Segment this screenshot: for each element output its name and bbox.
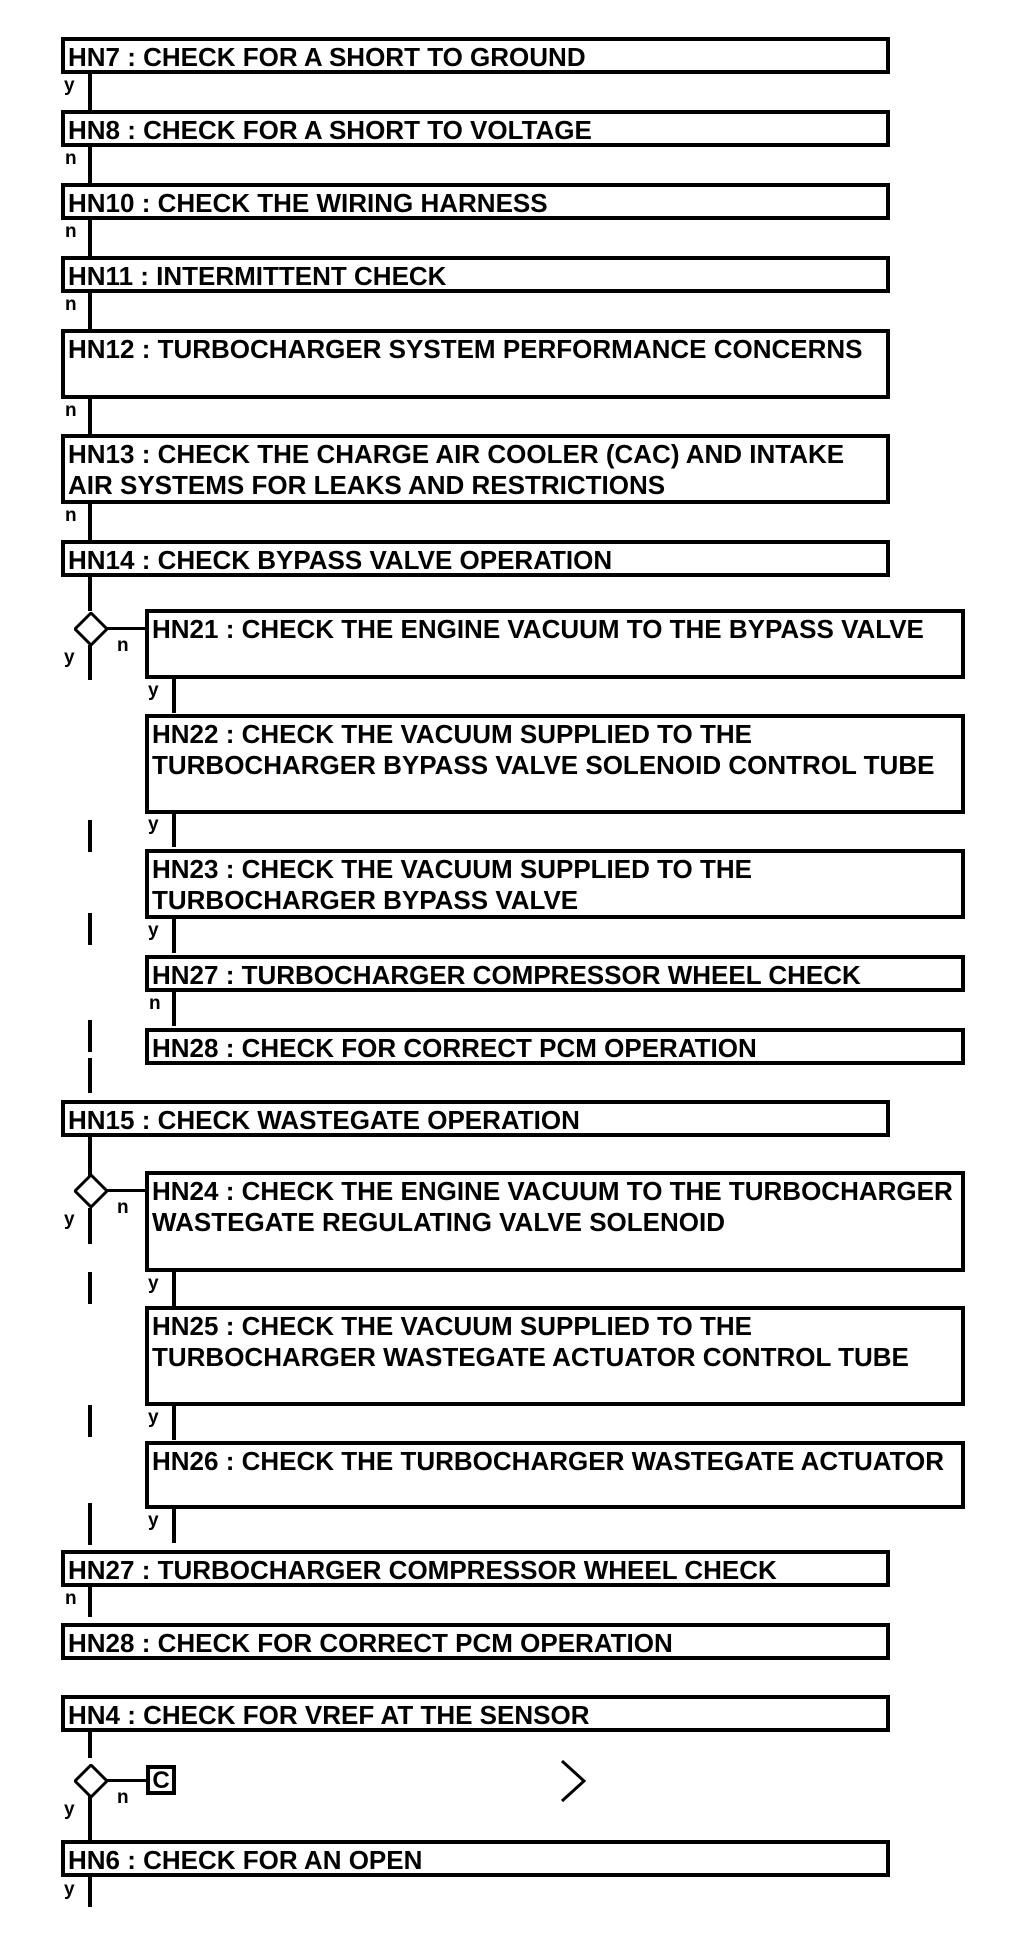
connector-line [88,645,92,680]
step-hn27: HN27 : TURBOCHARGER COMPRESSOR WHEEL CHECK [61,1550,890,1587]
step-hn28: HN28 : CHECK FOR CORRECT PCM OPERATION [145,1028,965,1065]
no-label: n [149,993,161,1014]
step-hn22: HN22 : CHECK THE VACUUM SUPPLIED TO THE TURBOCHARGER BYPASS VALVE SOLENOID CONTROL TUBE [145,714,965,814]
yes-label: y [64,1209,75,1230]
connector-line [172,917,176,953]
connector-line [88,1020,92,1052]
step-hn26: HN26 : CHECK THE TURBOCHARGER WASTEGATE ACTUATOR [145,1441,965,1509]
connector-line [88,1208,92,1244]
no-label: n [65,148,77,169]
no-label: n [117,1197,129,1218]
connector-line [88,1058,92,1093]
connector-line [172,990,176,1026]
yes-label: y [148,1407,159,1428]
connector-line [88,1405,92,1437]
step-hn4: HN4 : CHECK FOR VREF AT THE SENSOR [61,1695,890,1732]
no-label: n [117,635,129,656]
no-label: n [65,1588,77,1609]
connector-line [88,145,92,185]
step-hn21: HN21 : CHECK THE ENGINE VACUUM TO THE BYPASS VALVE [145,609,965,679]
yes-label: y [148,680,159,701]
connector-line [88,1272,92,1304]
yes-label: y [148,1273,159,1294]
connector-line [88,1134,92,1176]
connector-line [172,1404,176,1440]
yes-label: y [64,1879,75,1900]
decision-diamond-icon [74,1764,108,1798]
step-hn10: HN10 : CHECK THE WIRING HARNESS [61,183,890,220]
decision-diamond-icon [74,612,108,646]
connector-line [88,820,92,852]
step-hn12: HN12 : TURBOCHARGER SYSTEM PERFORMANCE CONCERNS [61,329,890,399]
connector-line [88,502,92,542]
connector-line [88,72,92,112]
connector-line [172,811,176,847]
connector-line [172,1507,176,1543]
connector-line [106,1779,148,1782]
step-hn14: HN14 : CHECK BYPASS VALVE OPERATION [61,540,890,577]
connector-line [88,397,92,437]
connector-line [88,291,92,331]
step-hn15: HN15 : CHECK WASTEGATE OPERATION [61,1100,890,1137]
no-label: n [65,400,77,421]
chevron-right-icon [558,1758,588,1804]
connector-line [88,218,92,258]
no-label: n [65,294,77,315]
connector-line [88,913,92,945]
connector-line [106,1189,148,1192]
step-hn23: HN23 : CHECK THE VACUUM SUPPLIED TO THE TURBOCHARGER BYPASS VALVE [145,849,965,919]
yes-label: y [64,1799,75,1820]
decision-diamond-icon [74,1174,108,1208]
step-hn13: HN13 : CHECK THE CHARGE AIR COOLER (CAC) AND INTAKE AIR SYSTEMS FOR LEAKS AND RESTRICTIONS [61,434,890,504]
yes-label: y [148,920,159,941]
no-label: n [65,505,77,526]
step-hn8: HN8 : CHECK FOR A SHORT TO VOLTAGE [61,110,890,147]
connector-line [88,1503,92,1545]
yes-label: y [64,75,75,96]
yes-label: y [148,1510,159,1531]
yes-label: y [64,647,75,668]
connector-line [172,677,176,713]
step-hn28: HN28 : CHECK FOR CORRECT PCM OPERATION [61,1623,890,1660]
no-label: n [117,1787,129,1808]
step-hn11: HN11 : INTERMITTENT CHECK [61,256,890,293]
offpage-connector: C [146,1765,176,1795]
step-hn27: HN27 : TURBOCHARGER COMPRESSOR WHEEL CHECK [145,955,965,992]
step-hn24: HN24 : CHECK THE ENGINE VACUUM TO THE TURBOCHARGER WASTEGATE REGULATING VALVE SOLENOID [145,1171,965,1272]
yes-label: y [148,814,159,835]
connector-line [172,1270,176,1306]
connector-line [88,575,92,611]
step-hn6: HN6 : CHECK FOR AN OPEN [61,1840,890,1877]
no-label: n [65,221,77,242]
connector-line [88,1873,92,1907]
step-hn25: HN25 : CHECK THE VACUUM SUPPLIED TO THE TURBOCHARGER WASTEGATE ACTUATOR CONTROL TUBE [145,1306,965,1406]
step-hn7: HN7 : CHECK FOR A SHORT TO GROUND [61,37,890,74]
connector-line [106,627,148,630]
